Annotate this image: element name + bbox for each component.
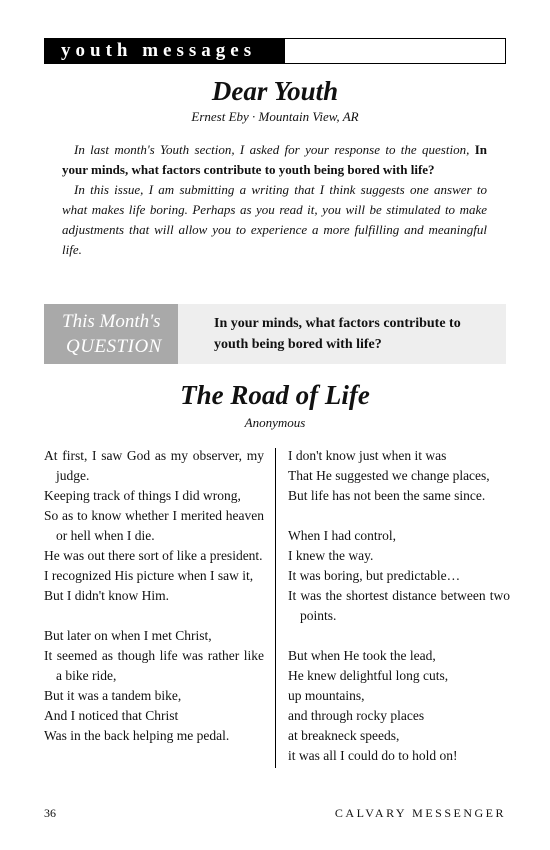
poem-line: It was boring, but predictable… <box>288 568 461 583</box>
article-intro <box>62 140 487 260</box>
poem-line: Keeping track of things I did wrong, <box>44 488 241 503</box>
magazine-name: CALVARY MESSENGER <box>334 806 506 820</box>
poem-line: When I had control, <box>288 528 396 543</box>
poem-line: It seemed as though life was rather like a bike ride, <box>44 648 264 683</box>
poem-author: Anonymous <box>244 415 306 430</box>
article-title: Dear Youth <box>211 76 339 106</box>
question-box <box>44 304 506 364</box>
poem-line: I knew the way. <box>288 548 374 563</box>
poem-title: The Road of Life <box>180 380 370 410</box>
poem-left-column <box>44 446 264 746</box>
poem-line: So as to know whether I merited heaven or hell when I die. <box>44 508 264 543</box>
question-tag-line2: QUESTION <box>66 336 162 357</box>
page-number: 36 <box>44 806 56 820</box>
column-divider <box>275 448 276 768</box>
poem-line: At first, I saw God as my observer, my judge. <box>44 448 264 483</box>
intro-paragraph-1 <box>62 140 487 180</box>
poem-line: But later on when I met Christ, <box>44 628 212 643</box>
section-banner <box>44 38 506 64</box>
poem-line: But I didn't know Him. <box>44 588 170 603</box>
poem-line: But life has not been the same since. <box>288 488 486 503</box>
intro-question: In your minds, what factors contribute to youth being bored with life? <box>62 142 487 177</box>
section-label: youth messages <box>45 39 285 63</box>
poem-line: and through rocky places <box>288 708 425 723</box>
poem-line: up mountains, <box>288 688 365 703</box>
stanza-break <box>44 606 264 626</box>
poem-line: But when He took the lead, <box>288 648 436 663</box>
intro-paragraph-2: In this issue, I am submitting a writing that I think suggests one answer to what makes life boring. Perhaps as you read it, you will be stimulated to make adjustments that will allow you to experience a more fulfilling and meaningful life. <box>62 182 487 257</box>
poem-line: And I noticed that Christ <box>44 708 179 723</box>
poem-right-column <box>288 446 510 766</box>
question-tag <box>44 304 178 364</box>
question-text: In your minds, what factors contribute to youth being bored with life? <box>214 316 461 352</box>
stanza-break <box>288 626 510 646</box>
poem-line: That He suggested we change places, <box>288 468 490 483</box>
poem-line: at breakneck speeds, <box>288 728 400 743</box>
article-byline: Ernest Eby · Mountain View, AR <box>191 109 359 124</box>
poem-line: I recognized His picture when I saw it, <box>44 568 254 583</box>
poem-line: He was out there sort of like a president. <box>44 548 263 563</box>
stanza-break <box>288 506 510 526</box>
poem-line: He knew delightful long cuts, <box>288 668 449 683</box>
poem-line: Was in the back helping me pedal. <box>44 728 230 743</box>
poem-line: I don't know just when it was <box>288 448 447 463</box>
poem-line: It was the shortest distance between two points. <box>288 588 510 623</box>
poem-line: it was all I could do to hold on! <box>288 748 458 763</box>
poem-line: But it was a tandem bike, <box>44 688 182 703</box>
question-tag-line1: This Month's <box>62 311 161 332</box>
intro-text: In last month's Youth section, I asked for your response to the question, <box>74 142 475 157</box>
